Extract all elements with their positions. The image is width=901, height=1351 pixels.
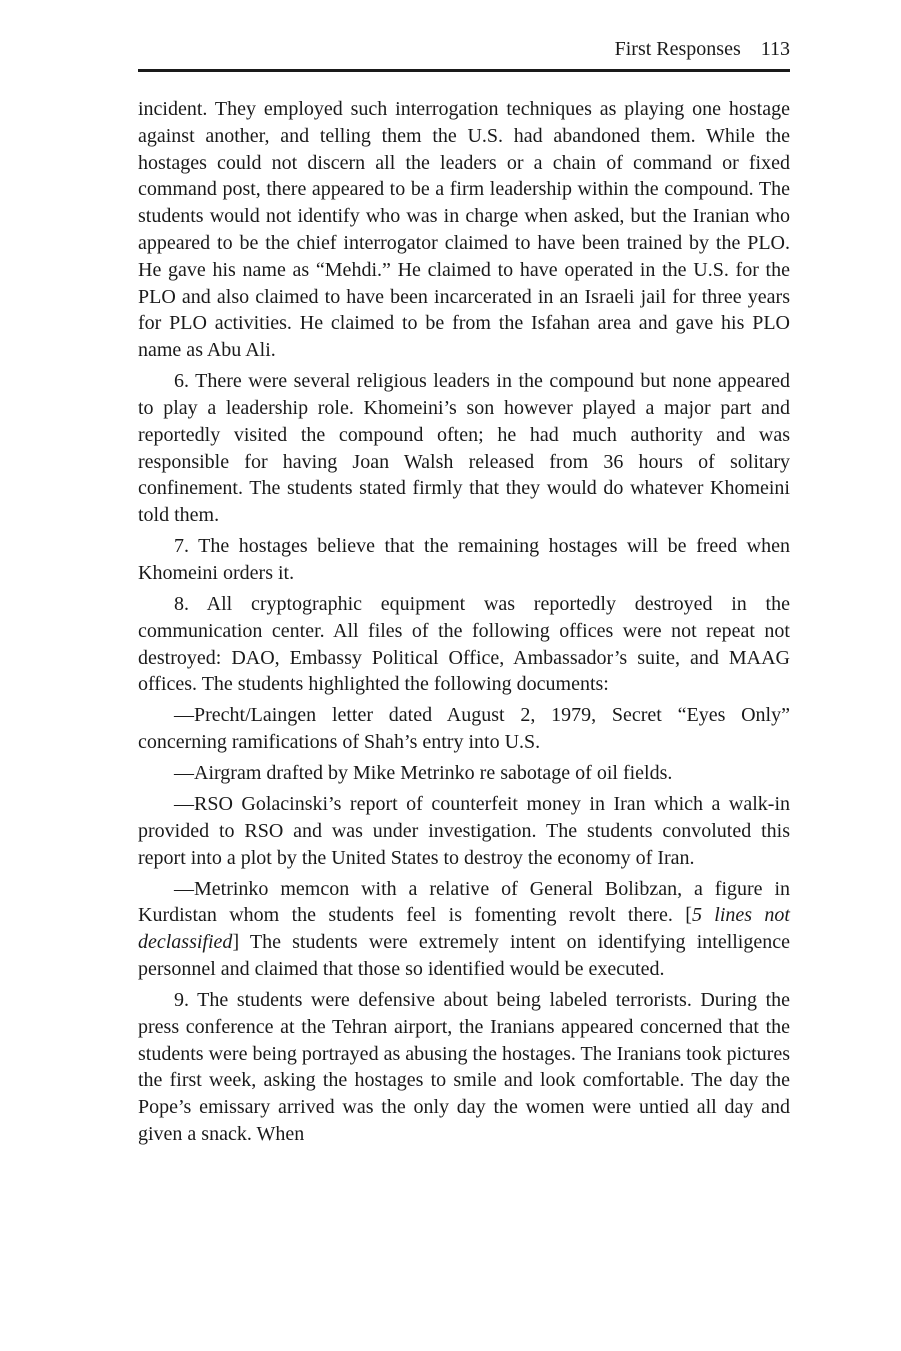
running-head-title: First Responses: [614, 38, 741, 60]
paragraph-9: 9. The students were defensive about being labeled terrorists. During the press conference at the Tehran airport, the Iranians appeared concerned that the students were being portrayed as abusing the hostages. The Iranians took pictures the first week, asking the hostages to smile and look comfortable. The day the Pope’s emissary arrived was the only day the women were untied all day and given a snack. When: [138, 989, 790, 1145]
paragraph-7: 7. The hostages believe that the remaining hostages will be freed when Khomeini orders it.: [138, 535, 790, 584]
header-rule: [138, 69, 790, 72]
paragraph-8: 8. All cryptographic equipment was reportedly destroyed in the communication center. All files of the following offices were not repeat not destroyed: DAO, Embassy Political Office, Ambassador’s suite, and MAAG offices. The students highlighted the following documents:: [138, 592, 790, 696]
memcon-text-before: —Metrinko memcon with a relative of General Bolibzan, a figure in Kurdistan whom the students feel is fomenting revolt there. [: [138, 877, 790, 927]
document-item-golacinski-report: —RSO Golacinski’s report of counterfeit money in Iran which a walk-in provided to RSO and was under investigation. The students convoluted this report into a plot by the United States to destroy the economy of Iran.: [138, 793, 790, 869]
memcon-text-after: ] The students were extremely intent on identifying intelligence personnel and claimed that those so identified would be executed.: [138, 931, 790, 981]
paragraph-6: 6. There were several religious leaders in the compound but none appeared to play a leadership role. Khomeini’s son however played a major part and reportedly visited the compound often; he had much authority and was responsible for having Joan Walsh released from 36 hours of solitary confinement. The students stated firmly that they would do whatever Khomeini told them.: [138, 370, 790, 527]
document-item-precht-laingen: —Precht/Laingen letter dated August 2, 1979, Secret “Eyes Only” concerning ramifications of Shah’s entry into U.S.: [138, 704, 790, 754]
document-item-airgram: —Airgram drafted by Mike Metrinko re sabotage of oil fields.: [174, 762, 673, 785]
document-item-metrinko-memcon: [138, 876, 790, 983]
paragraph-continuation: incident. They employed such interrogation techniques as playing one hostage against another, and telling them the U.S. had abandoned them. While the hostages could not discern all the leaders or a chain of command or fixed command post, there appeared to be a firm leadership within the compound. The students would not identify who was in charge when asked, but the Iranian who appeared to be the chief interrogator claimed to have been trained by the PLO. He gave his name as “Mehdi.” He claimed to have operated in the U.S. for the PLO and also claimed to have been incarcerated in an Israeli jail for three years for PLO activities. He claimed to be from the Isfahan area and gave his PLO name as Abu Ali.: [138, 98, 790, 362]
not-declassified-note: 5 lines not declassified: [138, 904, 790, 954]
running-head: [615, 38, 790, 61]
body-text: [138, 96, 790, 1152]
page-number: 113: [760, 38, 790, 60]
